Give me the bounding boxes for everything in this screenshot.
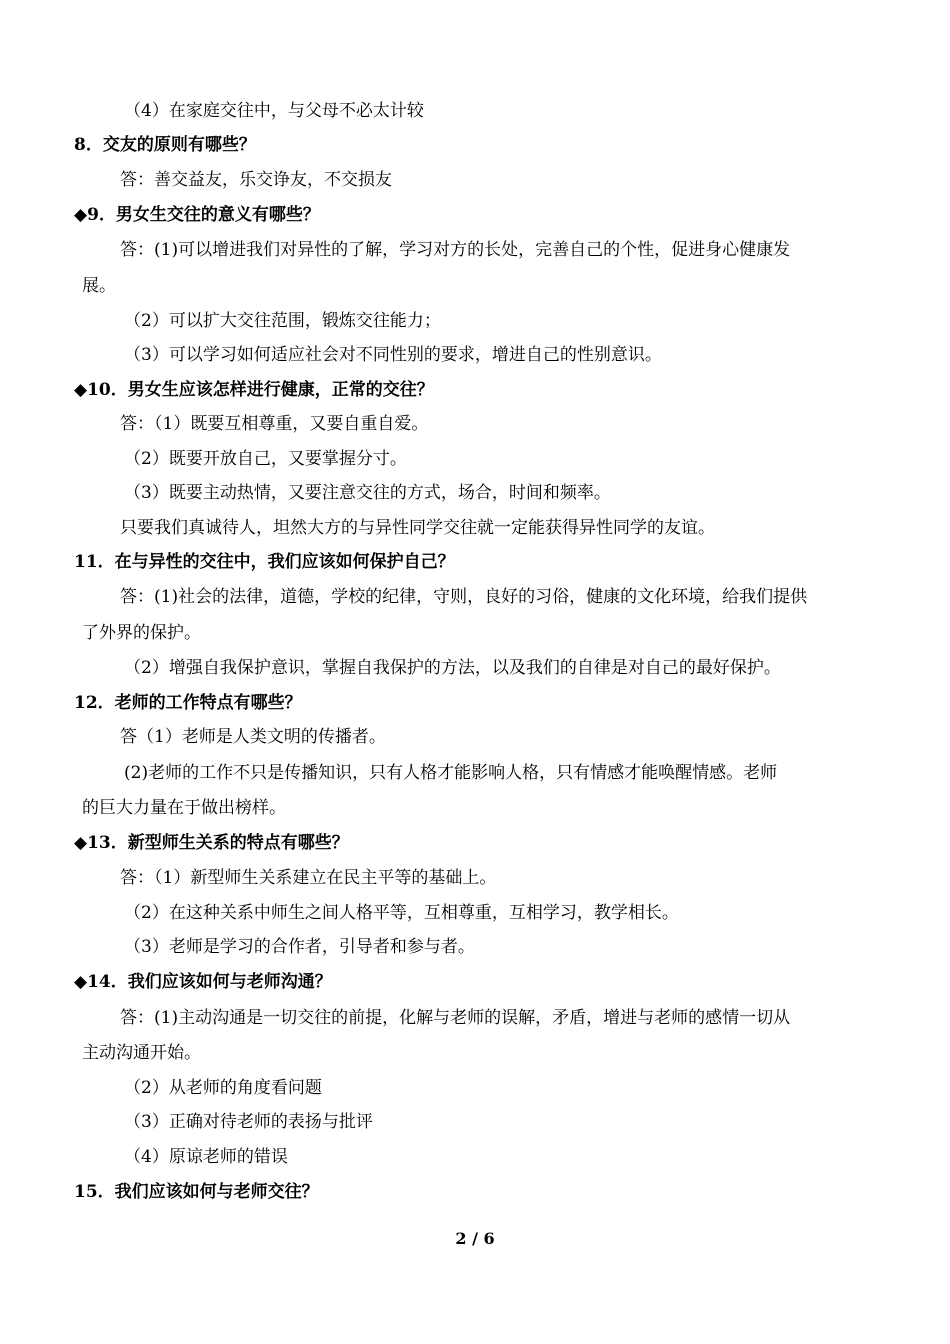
text-line: （3）正确对待老师的表扬与批评 [124, 1112, 373, 1132]
answer-line: 答：(1)可以增进我们对异性的了解，学习对方的长处，完善自己的个性，促进身心健康发 [120, 240, 791, 260]
text-line: (2)老师的工作不只是传播知识，只有人格才能影响人格，只有情感才能唤醒情感。老师 [124, 763, 778, 783]
text-line: 了外界的保护。 [82, 623, 201, 643]
text-line: （2）从老师的角度看问题 [124, 1078, 322, 1098]
question-heading: 8．交友的原则有哪些？ [74, 135, 256, 155]
question-heading: ◆10．男女生应该怎样进行健康，正常的交往？ [74, 380, 434, 400]
text-line: 展。 [82, 276, 116, 296]
text-line: （3）可以学习如何适应社会对不同性别的要求，增进自己的性别意识。 [124, 345, 662, 365]
text-line: （3）既要主动热情，又要注意交往的方式，场合，时间和频率。 [124, 483, 611, 503]
text-line: （2）可以扩大交往范围，锻炼交往能力； [124, 311, 441, 331]
text-line: （4）原谅老师的错误 [124, 1147, 288, 1167]
question-heading: 11．在与异性的交往中，我们应该如何保护自己？ [74, 552, 455, 572]
question-heading: ◆9．男女生交往的意义有哪些？ [74, 205, 320, 225]
text-line: （2）增强自我保护意识，掌握自我保护的方法，以及我们的自律是对自己的最好保护。 [124, 658, 781, 678]
answer-line: 答：（1）既要互相尊重，又要自重自爱。 [120, 414, 429, 434]
text-line: 的巨大力量在于做出榜样。 [82, 798, 286, 818]
question-heading: 15．我们应该如何与老师交往？ [74, 1182, 319, 1202]
page-number: 2 / 6 [455, 1229, 495, 1248]
answer-line: 答（1）老师是人类文明的传播者。 [120, 727, 386, 747]
text-line: 只要我们真诚待人，坦然大方的与异性同学交往就一定能获得异性同学的友谊。 [120, 518, 715, 538]
answer-line: 答：善交益友，乐交诤友，不交损友 [120, 170, 392, 190]
answer-line: 答：（1）新型师生关系建立在民主平等的基础上。 [120, 868, 497, 888]
text-line: 主动沟通开始。 [82, 1043, 201, 1063]
question-heading: ◆13．新型师生关系的特点有哪些？ [74, 833, 349, 853]
text-line: （2）在这种关系中师生之间人格平等，互相尊重，互相学习，教学相长。 [124, 903, 679, 923]
question-heading: ◆14．我们应该如何与老师沟通？ [74, 972, 332, 992]
question-heading: 12．老师的工作特点有哪些？ [74, 693, 302, 713]
text-line: （4）在家庭交往中，与父母不必太计较 [124, 101, 424, 121]
text-line: （2）既要开放自己，又要掌握分寸。 [124, 449, 407, 469]
answer-line: 答：(1)主动沟通是一切交往的前提，化解与老师的误解，矛盾，增进与老师的感情一切从 [120, 1008, 791, 1028]
answer-line: 答：(1)社会的法律，道德，学校的纪律，守则，良好的习俗，健康的文化环境，给我们提供 [120, 587, 808, 607]
text-line: （3）老师是学习的合作者，引导者和参与者。 [124, 937, 475, 957]
